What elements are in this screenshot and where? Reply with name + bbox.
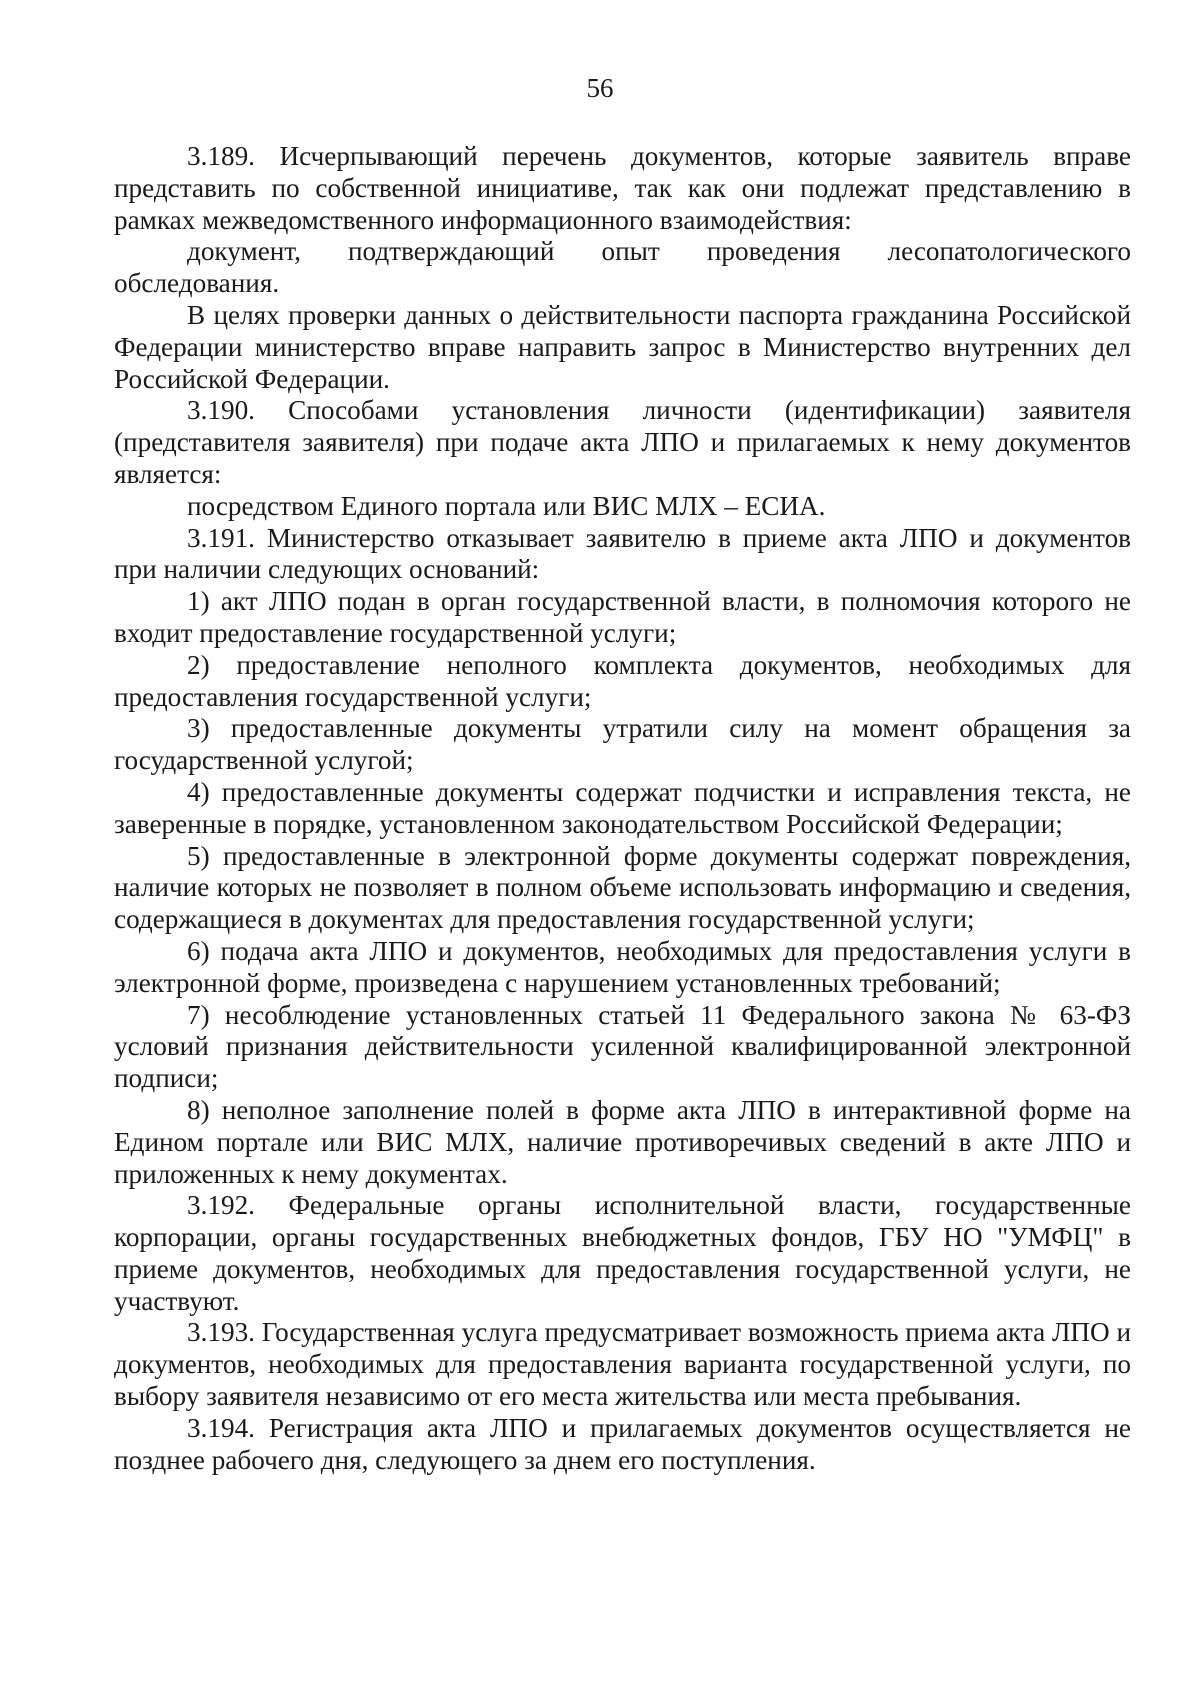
document-body [114,141,1131,1476]
paragraph-passport-check: В целях проверки данных о действительности паспорта гражданина Российской Федерации министерство вправе направить запрос в Министерство внутренних дел Российской Федерации. [114,299,1131,394]
list-item-4: 4) предоставленные документы содержат подчистки и исправления текста, не заверенные в порядке, установленном законодательством Российской Федерации; [114,776,1131,839]
paragraph-3-194: 3.194. Регистрация акта ЛПО и прилагаемых документов осуществляется не позднее рабочего дня, следующего за днем его поступления. [114,1412,1131,1475]
list-item-7: 7) несоблюдение установленных статьей 11 Федерального закона № 63-ФЗ условий признания действительности усиленной квалифицированной электронной подписи; [114,999,1131,1094]
paragraph-3-189-document: документ, подтверждающий опыт проведения лесопатологического обследования. [114,236,1131,299]
list-item-5: 5) предоставленные в электронной форме документы содержат повреждения, наличие которых не позволяет в полном объеме использовать информацию и сведения, содержащиеся в документах для предоставления государственной услуги; [114,840,1131,935]
paragraph-3-190: 3.190. Способами установления личности (идентификации) заявителя (представителя заявителя) при подаче акта ЛПО и прилагаемых к нему документов является: [114,395,1131,489]
list-item-6: 6) подача акта ЛПО и документов, необходимых для предоставления услуги в электронной форме, произведена с нарушением установленных требований; [114,935,1131,998]
list-item-3: 3) предоставленные документы утратили силу на момент обращения за государственной услугой; [114,713,1131,776]
paragraph-3-190-method: посредством Единого портала или ВИС МЛХ – ЕСИА. [187,490,826,521]
paragraph-3-192: 3.192. Федеральные органы исполнительной власти, государственные корпорации, органы государственных внебюджетных фондов, ГБУ НО "УМФЦ" в приеме документов, необходимых для предоставления государственной услуги, не участвуют. [114,1190,1131,1316]
list-item-1: 1) акт ЛПО подан в орган государственной власти, в полномочия которого не входит предоставление государственной услуги; [114,586,1131,648]
list-item-8: 8) неполное заполнение полей в форме акта ЛПО в интерактивной форме на Едином портале или ВИС МЛХ, наличие противоречивых сведений в акте ЛПО и приложенных к нему документах. [114,1094,1131,1189]
list-item-2: 2) предоставление неполного комплекта документов, необходимых для предоставления государственной услуги; [114,649,1131,712]
paragraph-3-189: 3.189. Исчерпывающий перечень документов, которые заявитель вправе представить по собственной инициативе, так как они подлежат представлению в рамках межведомственного информационного взаимодействия: [114,141,1131,235]
page-number: 56 [586,73,614,103]
paragraph-3-193: 3.193. Государственная услуга предусматривает возможность приема акта ЛПО и документов, необходимых для предоставления варианта государственной услуги, по выбору заявителя независимо от его места жительства или места пребывания. [114,1317,1131,1412]
paragraph-3-191: 3.191. Министерство отказывает заявителю в приеме акта ЛПО и документов при наличии следующих оснований: [114,522,1131,585]
